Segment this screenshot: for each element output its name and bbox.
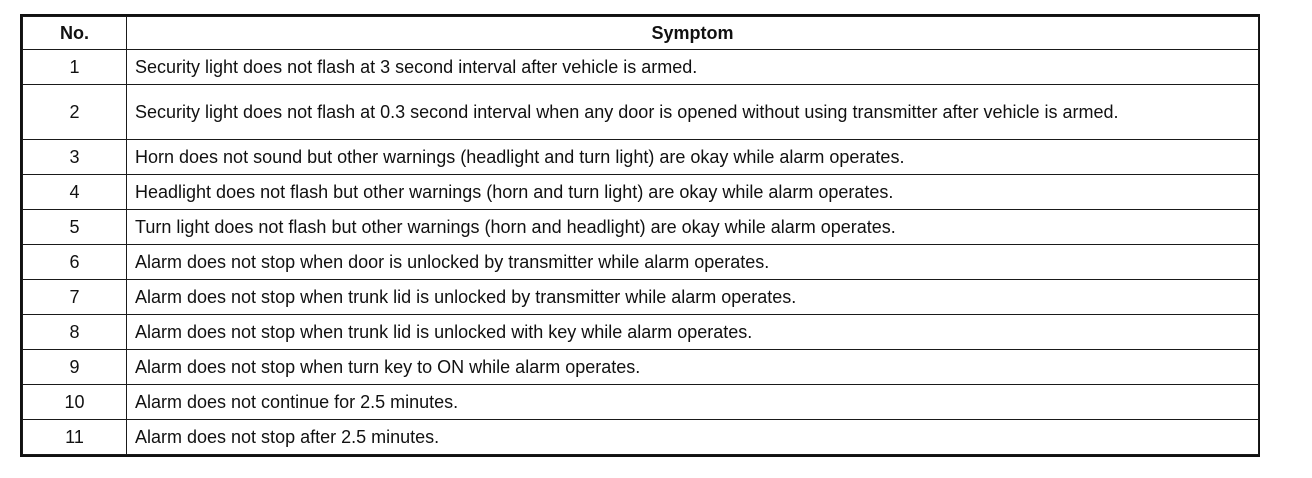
table-row	[23, 85, 1259, 140]
row-symptom: Horn does not sound but other warnings (headlight and turn light) are okay while alarm operates.	[127, 140, 1259, 175]
row-number: 11	[23, 420, 127, 455]
row-number: 4	[23, 175, 127, 210]
table-header-row	[23, 17, 1259, 50]
row-number: 10	[23, 385, 127, 420]
row-symptom: Alarm does not continue for 2.5 minutes.	[127, 385, 1259, 420]
table-row	[23, 350, 1259, 385]
row-symptom: Security light does not flash at 0.3 second interval when any door is opened without using transmitter after vehicle is armed.	[127, 85, 1259, 140]
table-row	[23, 420, 1259, 455]
row-symptom: Alarm does not stop when door is unlocked by transmitter while alarm operates.	[127, 245, 1259, 280]
table-row	[23, 315, 1259, 350]
row-symptom: Alarm does not stop when turn key to ON while alarm operates.	[127, 350, 1259, 385]
table-row	[23, 280, 1259, 315]
row-number: 3	[23, 140, 127, 175]
row-number: 8	[23, 315, 127, 350]
row-symptom: Alarm does not stop when trunk lid is unlocked with key while alarm operates.	[127, 315, 1259, 350]
symptom-table	[22, 16, 1259, 455]
row-number: 6	[23, 245, 127, 280]
symptom-table-container	[20, 14, 1260, 457]
row-number: 9	[23, 350, 127, 385]
table-row	[23, 245, 1259, 280]
table-row	[23, 50, 1259, 85]
row-symptom: Alarm does not stop after 2.5 minutes.	[127, 420, 1259, 455]
table-row	[23, 385, 1259, 420]
row-symptom: Alarm does not stop when trunk lid is unlocked by transmitter while alarm operates.	[127, 280, 1259, 315]
table-row	[23, 210, 1259, 245]
table-row	[23, 175, 1259, 210]
row-symptom: Headlight does not flash but other warnings (horn and turn light) are okay while alarm operates.	[127, 175, 1259, 210]
row-number: 7	[23, 280, 127, 315]
header-symptom: Symptom	[127, 17, 1259, 50]
table-row	[23, 140, 1259, 175]
row-number: 1	[23, 50, 127, 85]
row-symptom: Turn light does not flash but other warnings (horn and headlight) are okay while alarm operates.	[127, 210, 1259, 245]
header-no: No.	[23, 17, 127, 50]
row-number: 5	[23, 210, 127, 245]
row-number: 2	[23, 85, 127, 140]
row-symptom: Security light does not flash at 3 second interval after vehicle is armed.	[127, 50, 1259, 85]
